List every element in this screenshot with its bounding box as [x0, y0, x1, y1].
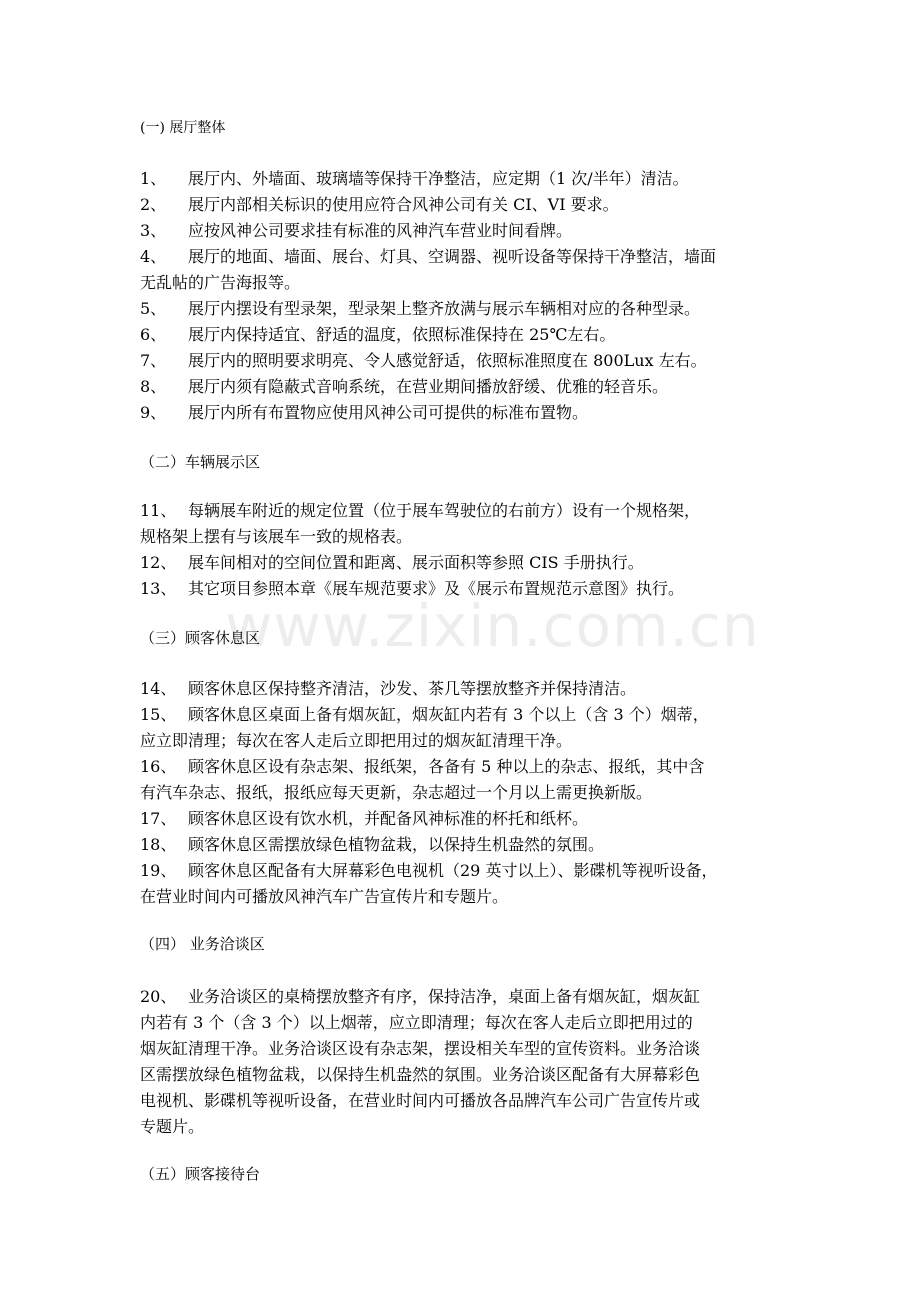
item-text-continued: 内若有 3 个（含 3 个）以上烟蒂，应立即清理；每次在客人走后立即把用过的: [140, 1013, 693, 1032]
item-number: 16、: [140, 757, 177, 776]
item-number: 3、: [140, 221, 167, 240]
list-item: [140, 984, 800, 1140]
list-item: [140, 702, 800, 754]
list-item: [140, 244, 800, 296]
list-item: [140, 858, 800, 910]
item-text: 顾客休息区需摆放绿色植物盆栽，以保持生机盎然的氛围。: [188, 835, 605, 854]
item-text: 应按风神公司要求挂有标准的风神汽车营业时间看牌。: [188, 221, 573, 240]
item-text-continued: 无乱帖的广告海报等。: [140, 273, 301, 292]
item-number: 11、: [140, 501, 177, 520]
item-number: 19、: [140, 861, 177, 880]
item-number: 15、: [140, 705, 177, 724]
item-number: 8、: [140, 377, 167, 396]
list-item: [140, 374, 800, 400]
item-number: 4、: [140, 247, 167, 266]
item-number: 18、: [140, 835, 177, 854]
section-heading: (一) 展厅整体: [140, 120, 226, 136]
list-item: [140, 348, 800, 374]
item-text: 展车间相对的空间位置和距离、展示面积等参照 CIS 手册执行。: [188, 553, 644, 572]
list-item: [140, 192, 800, 218]
item-text-continued: 区需摆放绿色植物盆栽，以保持生机盎然的氛围。业务洽谈区配备有大屏幕彩色: [140, 1065, 701, 1084]
item-text: 展厅内须有隐蔽式音响系统，在营业期间播放舒缓、优雅的轻音乐。: [188, 377, 669, 396]
item-text-continued: 有汽车杂志、报纸，报纸应每天更新，杂志超过一个月以上需更换新版。: [140, 783, 653, 802]
section-heading: （三）顾客休息区: [140, 629, 261, 647]
item-number: 17、: [140, 809, 177, 828]
list-item: [140, 218, 800, 244]
list-item: [140, 676, 800, 702]
list-item: [140, 400, 800, 426]
item-text: 顾客休息区保持整齐清洁，沙发、茶几等摆放整齐并保持清洁。: [188, 679, 637, 698]
list-item: [140, 322, 800, 348]
item-text: 顾客休息区设有杂志架、报纸架，各备有 5 种以上的杂志、报纸，其中含: [188, 757, 705, 776]
item-text-continued: 专题片。: [140, 1117, 205, 1136]
section-heading: （四） 业务洽谈区: [140, 935, 265, 953]
list-item: [140, 832, 800, 858]
item-number: 12、: [140, 553, 177, 572]
list-item: [140, 498, 800, 550]
item-text: 其它项目参照本章《展车规范要求》及《展示布置规范示意图》执行。: [188, 579, 685, 598]
item-text-continued: 规格架上摆有与该展车一致的规格表。: [140, 527, 413, 546]
item-text-continued: 应立即清理；每次在客人走后立即把用过的烟灰缸清理干净。: [140, 731, 573, 750]
item-number: 6、: [140, 325, 167, 344]
item-text-continued: 电视机、影碟机等视听设备，在营业时间内可播放各品牌汽车公司广告宣传片或: [140, 1091, 701, 1110]
item-number: 1、: [140, 169, 167, 188]
item-number: 2、: [140, 195, 167, 214]
item-text: 展厅内保持适宜、舒适的温度，依照标准保持在 25℃左右。: [188, 325, 616, 344]
item-text: 展厅内的照明要求明亮、令人感觉舒适，依照标准照度在 800Lux 左右。: [188, 351, 707, 370]
item-number: 13、: [140, 579, 177, 598]
item-text: 展厅内部相关标识的使用应符合风神公司有关 CI、VI 要求。: [188, 195, 619, 214]
item-text: 展厅内所有布置物应使用风神公司可提供的标准布置物。: [188, 403, 589, 422]
list-item: [140, 166, 800, 192]
item-text: 每辆展车附近的规定位置（位于展车驾驶位的右前方）设有一个规格架，: [188, 501, 701, 520]
list-item: [140, 806, 800, 832]
list-item: [140, 576, 800, 602]
item-number: 5、: [140, 299, 167, 318]
item-text: 顾客休息区配备有大屏幕彩色电视机（29 英寸以上）、影碟机等视听设备，: [188, 861, 718, 880]
item-text-continued: 在营业时间内可播放风神汽车广告宣传片和专题片。: [140, 887, 509, 906]
item-text: 顾客休息区设有饮水机，并配备风神标准的杯托和纸杯。: [188, 809, 589, 828]
list-item: [140, 296, 800, 322]
item-number: 14、: [140, 679, 177, 698]
list-item: [140, 754, 800, 806]
item-text: 展厅的地面、墙面、展台、灯具、空调器、视听设备等保持干净整洁，墙面: [188, 247, 717, 266]
list-item: [140, 550, 800, 576]
item-number: 20、: [140, 987, 177, 1006]
item-text: 展厅内、外墙面、玻璃墙等保持干净整洁，应定期（1 次/半年）清洁。: [188, 169, 689, 188]
item-text: 展厅内摆设有型录架，型录架上整齐放满与展示车辆相对应的各种型录。: [188, 299, 701, 318]
section-heading: （五）顾客接待台: [140, 1165, 261, 1183]
item-number: 7、: [140, 351, 167, 370]
watermark: www.zixin.com.cn: [225, 592, 760, 660]
item-text: 顾客休息区桌面上备有烟灰缸，烟灰缸内若有 3 个以上（含 3 个）烟蒂，: [188, 705, 709, 724]
item-text: 业务洽谈区的桌椅摆放整齐有序，保持洁净，桌面上备有烟灰缸，烟灰缸: [188, 987, 701, 1006]
item-number: 9、: [140, 403, 167, 422]
section-heading: （二）车辆展示区: [140, 453, 261, 471]
item-text-continued: 烟灰缸清理干净。业务洽谈区设有杂志架，摆设相关车型的宣传资料。业务洽谈: [140, 1039, 701, 1058]
